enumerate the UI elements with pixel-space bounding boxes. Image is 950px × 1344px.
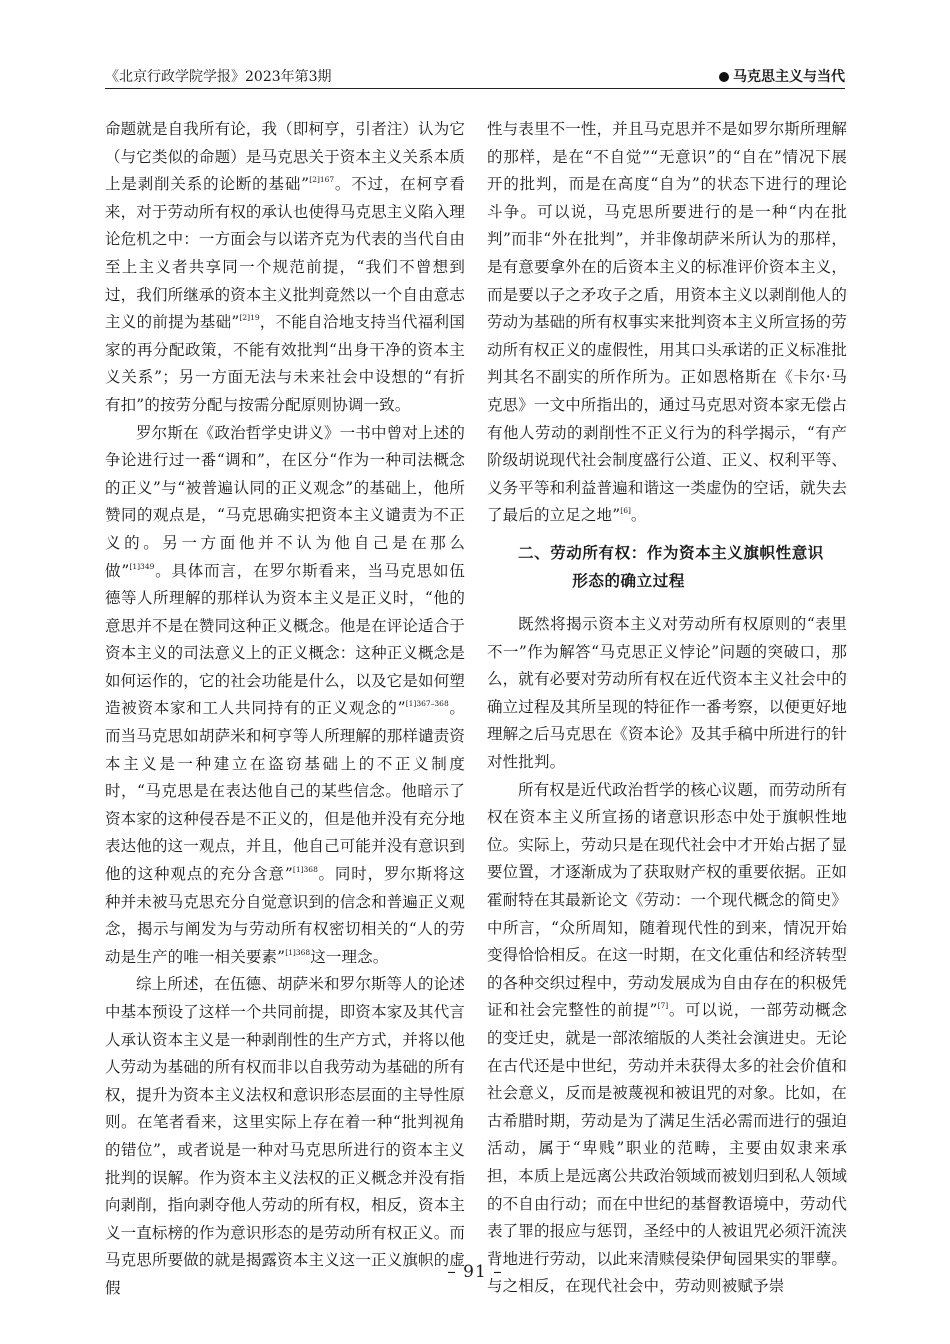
text-run: 。可以说，一部劳动概念的变迁史，就是一部浓缩版的人类社会演进史。无论在古代还是中世纪，劳动并未获得太多的社会价值和社会意义，反而是被蔑视和被诅咒的对象。比如，在古希腊时期，劳动是为了满足生活必需而进行的强迫活动，属于“卑贱”职业的范畴，主要由奴隶来承担，本质上是远离公共政治领域而被划归到私人领域的不自由行动；而在中世纪的基督教语境中，劳动代表了罪的报应与惩罚，圣经中的人被诅咒必须汗流浃背地进行劳动，以此来清赎侵染伊甸园果实的罪孽。与之相反，在现代社会中，劳动则被赋予崇	[487, 1001, 848, 1296]
text-run: 罗尔斯在《政治哲学史讲义》一书中曾对上述的争论进行过一番“调和”，在区分“作为一种司法概念的正义”与“被普遍认同的正义观念”的基础上，他所赞同的观点是，“马克思确实把资本主义谴责为不正义的。另一方面他并不认为他自己是在那么做”	[105, 423, 465, 580]
citation: [1]349	[129, 561, 155, 571]
paragraph: 既然将揭示资本主义对劳动所有权原则的“表里不一”作为解答“马克思正义悖论”问题的突破口，那么，就有必要对劳动所有权在近代资本主义社会中的确立过程及其所呈现的特征作一番考察，以便更好地理解之后马克思在《资本论》及其手稿中所进行的针对性批判。	[487, 615, 847, 772]
paragraph	[487, 116, 847, 530]
citation: [2]167	[309, 175, 335, 185]
text-run: 。同时，罗尔斯将这种并未被马克思充分自觉意识到的信念和普遍正义观念，揭示与阐发为与劳动所有权密切相关的“人的劳动是生产的唯一相关要素”	[105, 865, 465, 966]
text-run: 。	[630, 506, 647, 525]
heading-line: 形态的确立过程	[572, 571, 685, 590]
journal-title: 《北京行政学院学报》2023年第3期	[105, 69, 332, 85]
text-run: 性与表里不一性，并且马克思并不是如罗尔斯所理解的那样，是在“不自觉”“无意识”的“自在”情况下展开的批判，而是在高度“自为”的状态下进行的理论斗争。可以说，马克思所要进行的是一种“内在批判”而非“外在批判”，并非像胡萨米所认为的那样，是有意要拿外在的后资本主义的标准评价资本主义，而是要以子之矛攻子之盾，用资本主义以剥削他人的劳动为基础的所有权事实来批判资本主义所宣扬的劳动所有权正义的虚假性，用其口头承诺的正义标准批判其名不副实的所作所为。正如恩格斯在《卡尔·马克思》一文中所指出的，通过马克思对资本家无偿占有他人劳动的剥削性不正义行为的科学揭示，“有产阶级胡说现代社会制度盛行公道、正义、权利平等、义务平等和利益普遍和谐这一类虚伪的空话，就失去了最后的立足之地”	[487, 120, 847, 525]
bullet-dot-icon	[719, 72, 729, 82]
text-run: 。不过，在柯亨看来，对于劳动所有权的承认也使得马克思主义陷入理论危机之中：一方面会与以诺齐克为代表的当代自由至上主义者共享同一个规范前提，“我们不曾想到过，我们所继承的资本主义批判竟然以一个自由意志主义的前提为基础”	[105, 175, 466, 332]
page-number: – 91 –	[447, 1262, 503, 1282]
citation: [2]19	[239, 313, 260, 323]
section-heading	[487, 540, 847, 595]
heading-line: 二、劳动所有权：作为资本主义旗帜性意识	[518, 543, 824, 562]
paragraph	[487, 777, 847, 1301]
citation: [6]	[620, 506, 631, 516]
running-header	[105, 62, 845, 88]
citation: [1]368	[292, 865, 318, 875]
right-column	[487, 116, 847, 1301]
section-title-text: 马克思主义与当代	[733, 69, 845, 85]
citation: [7]	[657, 1001, 669, 1011]
text-run: 。具体而言，在罗尔斯看来，当马克思如伍德等人所理解的那样认为资本主义是正义时，“他的意思并不是在赞同这种正义概念。他是在评论适合于资本主义的司法意义上的正义概念：这种正义概念是如何运作的，它的社会功能是什么，以及它是如何塑造被资本家和工人共同持有的正义观念的”	[105, 561, 465, 718]
citation: [1]367–368	[405, 699, 449, 709]
text-run: 。而当马克思如胡萨米和柯亨等人所理解的那样谴责资本主义是一种建立在盗窃基础上的不正义制度时，“马克思是在表达他自己的某些信念。他暗示了资本家的这种侵吞是不正义的，但是他并没有充分地表达他的这一观点，并且，他自己可能并没有意识到他的这种观点的充分含意”	[105, 699, 465, 884]
citation: [1]368	[285, 947, 311, 957]
paragraph: 综上所述，在伍德、胡萨米和罗尔斯等人的论述中基本预设了这样一个共同前提，即资本家及其代言人承认资本主义是一种剥削性的生产方式，并将以他人劳动为基础的所有权而非以自我劳动为基础的所有权，提升为资本主义法权和意识形态层面的主导性原则。在笔者看来，这里实际上存在着一种“批判视角的错位”，或者说是一种对马克思所进行的资本主义批判的误解。作为资本主义法权的正义概念并没有指向剥削，指向剥夺他人劳动的所有权，相反，资本主义一直标榜的作为意识形态的是劳动所有权正义。而马克思所要做的就是揭露资本主义这一正义旗帜的虚假	[105, 975, 465, 1297]
text-run: 这一理念。	[310, 947, 389, 966]
text-run: 命题就是自我所有论，我（即柯亨，引者注）认为它（与它类似的命题）是马克思关于资本主义关系本质上是剥削关系的论断的基础”	[105, 120, 465, 194]
paragraph	[105, 420, 465, 972]
text-run: 所有权是近代政治哲学的核心议题，而劳动所有权在资本主义所宣扬的诸意识形态中处于旗帜性地位。实际上，劳动只是在现代社会中才开始占据了显要位置，才逐渐成为了获取财产权的重要依据。正如霍耐特在其最新论文《劳动：一个现代概念的简史》中所言，“众所周知，随着现代性的到来，情况开始变得恰恰相反。在这一时期，在文化重估和经济转型的各种交织过程中，劳动发展成为自由存在的积极凭证和社会完整性的前提”	[487, 780, 847, 1020]
text-run: ，不能自洽地支持当代福利国家的再分配政策，不能有效批判“出身干净的资本主义关系”；另一方面无法与未来社会中设想的“有折有扣”的按劳分配与按需分配原则协调一致。	[105, 313, 465, 414]
left-column	[105, 116, 465, 1303]
paragraph	[105, 116, 465, 420]
section-title	[719, 66, 845, 86]
header-rule	[105, 88, 845, 89]
